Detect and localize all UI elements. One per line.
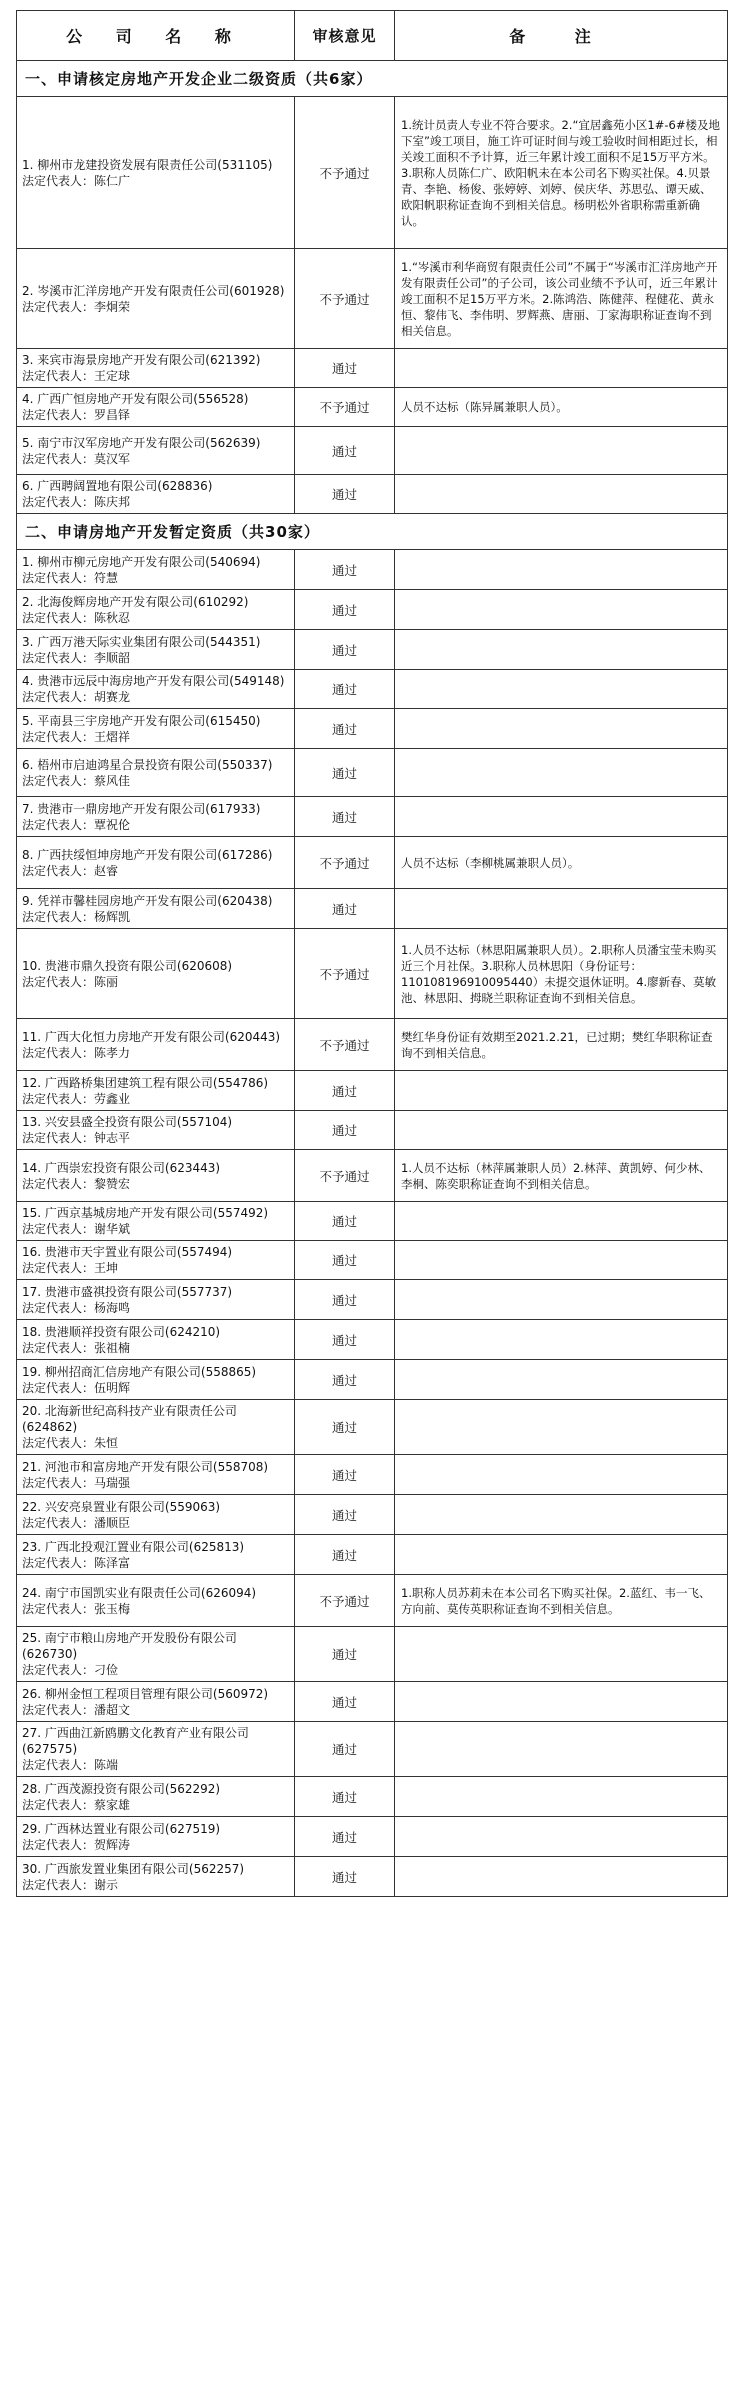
remark-cell [395, 797, 728, 837]
company-cell [17, 1777, 295, 1817]
table-row [17, 1722, 728, 1777]
legal-representative: 法定代表人：贺辉涛 [22, 1837, 131, 1852]
company-cell [17, 388, 295, 427]
company-name: 6. 广西聘阔置地有限公司(628836) [22, 479, 213, 493]
table-row [17, 1320, 728, 1360]
company-name: 9. 凭祥市馨桂园房地产开发有限公司(620438) [22, 893, 273, 908]
legal-representative: 法定代表人：张祖楠 [22, 1340, 131, 1355]
legal-representative: 法定代表人：王坤 [22, 1261, 119, 1275]
review-opinion: 通过 [295, 670, 395, 709]
company-name: 1. 柳州市龙建投资发展有限责任公司(531105) [22, 157, 273, 172]
company-cell [17, 1150, 295, 1202]
remark-cell [395, 1682, 728, 1722]
company-name: 13. 兴安县盛全投资有限公司(557104) [22, 1115, 233, 1129]
review-opinion: 通过 [295, 709, 395, 749]
remark-cell [395, 1857, 728, 1897]
approval-table-body [17, 11, 728, 1897]
legal-representative: 法定代表人：符慧 [22, 570, 119, 585]
company-name: 5. 南宁市汉军房地产开发有限公司(562639) [22, 435, 261, 450]
company-cell [17, 97, 295, 249]
table-row [17, 475, 728, 514]
remark-cell: 1.职称人员苏莉未在本公司名下购买社保。2.蓝红、韦一飞、方向前、莫传英职称证查询不到相关信息。 [395, 1575, 728, 1627]
review-opinion: 通过 [295, 1071, 395, 1111]
remark-cell [395, 630, 728, 670]
company-cell [17, 1495, 295, 1535]
review-opinion: 通过 [295, 427, 395, 475]
review-opinion: 通过 [295, 1280, 395, 1320]
table-row [17, 1150, 728, 1202]
review-opinion: 通过 [295, 1400, 395, 1455]
review-opinion: 通过 [295, 590, 395, 630]
review-opinion: 通过 [295, 1682, 395, 1722]
company-cell [17, 427, 295, 475]
company-name: 18. 贵港顺祥投资有限公司(624210) [22, 1324, 221, 1339]
review-opinion: 通过 [295, 1722, 395, 1777]
company-name: 5. 平南县三宇房地产开发有限公司(615450) [22, 713, 261, 728]
table-row [17, 1682, 728, 1722]
company-cell [17, 1455, 295, 1495]
table-row [17, 1280, 728, 1320]
company-name: 30. 广西旅发置业集团有限公司(562257) [22, 1861, 245, 1876]
company-name: 10. 贵港市鼎久投资有限公司(620608) [22, 958, 233, 973]
remark-cell: 1.统计员责人专业不符合要求。2.“宜居鑫苑小区1#-6#楼及地下室”竣工项目，施工许可证时间与竣工验收时间相距过长，相关竣工面积不予计算，近三年累计竣工面积不足15万平方米。3.职称人员陈仁广、欧阳帆未在本公司名下购买社保。4.贝景青、李艳、杨俊、张婷婷、刘婷、侯庆华、苏思弘、谭天威、欧阳帆职称证查询不到相关信息。杨明松外省职称需重新确认。 [395, 97, 728, 249]
legal-representative: 法定代表人：陈端 [22, 1758, 119, 1772]
remark-cell [395, 670, 728, 709]
company-cell [17, 1241, 295, 1280]
remark-cell [395, 1817, 728, 1857]
company-name: 28. 广西茂源投资有限公司(562292) [22, 1781, 221, 1796]
remark-cell [395, 427, 728, 475]
company-cell [17, 630, 295, 670]
remark-cell [395, 550, 728, 590]
table-row [17, 1817, 728, 1857]
company-cell [17, 590, 295, 630]
company-cell [17, 837, 295, 889]
company-cell [17, 889, 295, 929]
remark-cell [395, 1320, 728, 1360]
review-opinion: 通过 [295, 1111, 395, 1150]
legal-representative: 法定代表人：陈秋忍 [22, 610, 131, 625]
company-cell [17, 1280, 295, 1320]
legal-representative: 法定代表人：刁俭 [22, 1663, 119, 1677]
remark-cell: 1.人员不达标（林萍属兼职人员）2.林萍、黄凯婷、何少林、李桐、陈奕职称证查询不到相关信息。 [395, 1150, 728, 1202]
company-name: 20. 北海新世纪高科技产业有限责任公司(624862) [22, 1404, 237, 1434]
review-opinion: 通过 [295, 1241, 395, 1280]
table-row [17, 929, 728, 1019]
section-row [17, 61, 728, 97]
legal-representative: 法定代表人：胡赛龙 [22, 690, 131, 704]
company-name: 12. 广西路桥集团建筑工程有限公司(554786) [22, 1075, 269, 1090]
company-cell [17, 1682, 295, 1722]
company-name: 3. 广西万港天际实业集团有限公司(544351) [22, 634, 261, 649]
legal-representative: 法定代表人：陈仁广 [22, 173, 131, 188]
review-opinion: 通过 [295, 1360, 395, 1400]
section-row [17, 514, 728, 550]
company-cell [17, 1575, 295, 1627]
company-name: 6. 梧州市启迪鸿星合景投资有限公司(550337) [22, 757, 273, 772]
table-row [17, 1535, 728, 1575]
remark-cell [395, 1202, 728, 1241]
company-cell [17, 1360, 295, 1400]
header-row [17, 11, 728, 61]
table-row [17, 1071, 728, 1111]
review-opinion: 通过 [295, 349, 395, 388]
review-opinion: 不予通过 [295, 388, 395, 427]
remark-cell [395, 1627, 728, 1682]
company-name: 29. 广西林达置业有限公司(627519) [22, 1821, 221, 1836]
legal-representative: 法定代表人：王定球 [22, 369, 131, 383]
remark-cell [395, 475, 728, 514]
company-name: 3. 来宾市海景房地产开发有限公司(621392) [22, 353, 261, 367]
table-row [17, 1202, 728, 1241]
company-cell [17, 1071, 295, 1111]
review-opinion: 通过 [295, 1627, 395, 1682]
table-row [17, 1455, 728, 1495]
table-row [17, 550, 728, 590]
company-name: 23. 广西北投观江置业有限公司(625813) [22, 1539, 245, 1554]
remark-cell [395, 1722, 728, 1777]
table-row [17, 1627, 728, 1682]
header-opinion: 审核意见 [295, 11, 395, 61]
table-row [17, 1777, 728, 1817]
remark-cell [395, 1535, 728, 1575]
company-name: 8. 广西扶绥恒坤房地产开发有限公司(617286) [22, 847, 273, 862]
review-opinion: 通过 [295, 889, 395, 929]
remark-cell [395, 1400, 728, 1455]
approval-table [16, 10, 728, 1897]
company-cell [17, 1320, 295, 1360]
legal-representative: 法定代表人：马瑞强 [22, 1475, 131, 1490]
legal-representative: 法定代表人：钟志平 [22, 1131, 131, 1145]
legal-representative: 法定代表人：陈孝力 [22, 1045, 131, 1060]
company-name: 24. 南宁市国凯实业有限责任公司(626094) [22, 1585, 257, 1600]
remark-cell [395, 749, 728, 797]
legal-representative: 法定代表人：朱恒 [22, 1436, 119, 1450]
company-name: 11. 广西大化恒力房地产开发有限公司(620443) [22, 1029, 281, 1044]
section-title: 一、申请核定房地产开发企业二级资质（共6家） [17, 61, 728, 97]
legal-representative: 法定代表人：蔡家雄 [22, 1797, 131, 1812]
company-cell [17, 349, 295, 388]
company-cell [17, 1111, 295, 1150]
review-opinion: 通过 [295, 1817, 395, 1857]
review-opinion: 通过 [295, 1202, 395, 1241]
table-row [17, 427, 728, 475]
company-name: 2. 岑溪市汇洋房地产开发有限责任公司(601928) [22, 283, 285, 298]
review-opinion: 通过 [295, 630, 395, 670]
legal-representative: 法定代表人：陈丽 [22, 974, 119, 989]
company-name: 21. 河池市和富房地产开发有限公司(558708) [22, 1459, 269, 1474]
legal-representative: 法定代表人：黎赞宏 [22, 1176, 131, 1191]
table-row [17, 1575, 728, 1627]
table-row [17, 797, 728, 837]
company-name: 25. 南宁市粮山房地产开发股份有限公司(626730) [22, 1631, 237, 1661]
legal-representative: 法定代表人：杨辉凯 [22, 909, 131, 924]
table-row [17, 1111, 728, 1150]
remark-cell: 人员不达标（李柳桃属兼职人员）。 [395, 837, 728, 889]
legal-representative: 法定代表人：王熠祥 [22, 729, 131, 744]
remark-cell [395, 1495, 728, 1535]
review-opinion: 通过 [295, 550, 395, 590]
table-row [17, 1019, 728, 1071]
review-opinion: 不予通过 [295, 1150, 395, 1202]
company-cell [17, 929, 295, 1019]
company-name: 27. 广西曲江新鸥鹏文化教育产业有限公司(627575) [22, 1726, 249, 1756]
company-cell [17, 709, 295, 749]
review-opinion: 通过 [295, 1320, 395, 1360]
legal-representative: 法定代表人：陈泽富 [22, 1555, 131, 1570]
legal-representative: 法定代表人：劳鑫业 [22, 1091, 131, 1106]
legal-representative: 法定代表人：谢示 [22, 1877, 119, 1892]
table-row [17, 388, 728, 427]
company-name: 14. 广西崇宏投资有限公司(623443) [22, 1160, 221, 1175]
company-name: 26. 柳州金恒工程项目管理有限公司(560972) [22, 1686, 269, 1701]
remark-cell [395, 349, 728, 388]
review-opinion: 不予通过 [295, 97, 395, 249]
remark-cell: 人员不达标（陈异属兼职人员）。 [395, 388, 728, 427]
company-cell [17, 475, 295, 514]
legal-representative: 法定代表人：张玉梅 [22, 1601, 131, 1616]
legal-representative: 法定代表人：陈庆邦 [22, 495, 131, 509]
section-title: 二、申请房地产开发暂定资质（共30家） [17, 514, 728, 550]
company-cell [17, 1817, 295, 1857]
review-opinion: 通过 [295, 749, 395, 797]
company-name: 4. 广西广恒房地产开发有限公司(556528) [22, 392, 249, 406]
remark-cell: 1.人员不达标（林思阳属兼职人员）。2.职称人员潘宝莹未购买近三个月社保。3.职称人员林思阳（身份证号：110108196910095440）未提交退休证明。4.廖新春、莫敏池、林思阳、拇晓兰职称证查询不到相关信息。 [395, 929, 728, 1019]
company-name: 4. 贵港市远辰中海房地产开发有限公司(549148) [22, 674, 285, 688]
table-row [17, 1360, 728, 1400]
table-row [17, 1400, 728, 1455]
review-opinion: 通过 [295, 1857, 395, 1897]
company-name: 22. 兴安亮泉置业有限公司(559063) [22, 1499, 221, 1514]
legal-representative: 法定代表人：潘超文 [22, 1702, 131, 1717]
remark-cell [395, 1455, 728, 1495]
legal-representative: 法定代表人：赵睿 [22, 863, 119, 878]
table-row [17, 630, 728, 670]
table-row [17, 349, 728, 388]
review-opinion: 不予通过 [295, 1019, 395, 1071]
company-cell [17, 1019, 295, 1071]
company-name: 17. 贵港市盛祺投资有限公司(557737) [22, 1284, 233, 1299]
table-row [17, 1857, 728, 1897]
legal-representative: 法定代表人：李顺韶 [22, 650, 131, 665]
approval-document [16, 10, 727, 1897]
review-opinion: 通过 [295, 1455, 395, 1495]
review-opinion: 通过 [295, 1777, 395, 1817]
company-cell [17, 797, 295, 837]
company-cell [17, 1722, 295, 1777]
company-name: 7. 贵港市一鼎房地产开发有限公司(617933) [22, 801, 261, 816]
remark-cell: 1.“岑溪市利华商贸有限责任公司”不属于“岑溪市汇洋房地产开发有限责任公司”的子公司，该公司业绩不予认可，近三年累计竣工面积不足15万平方米。2.陈鸿浩、陈健萍、程健花、黄永恒、黎伟飞、李伟明、罗辉燕、唐丽、丁家海职称证查询不到相关信息。 [395, 249, 728, 349]
table-row [17, 889, 728, 929]
legal-representative: 法定代表人：蔡风佳 [22, 773, 131, 788]
company-name: 16. 贵港市天宇置业有限公司(557494) [22, 1245, 233, 1259]
remark-cell [395, 889, 728, 929]
remark-cell [395, 590, 728, 630]
legal-representative: 法定代表人：莫汉军 [22, 451, 131, 466]
table-row [17, 1241, 728, 1280]
table-row [17, 670, 728, 709]
company-cell [17, 1202, 295, 1241]
remark-cell [395, 1111, 728, 1150]
table-row [17, 97, 728, 249]
remark-cell [395, 1241, 728, 1280]
remark-cell [395, 1280, 728, 1320]
company-cell [17, 749, 295, 797]
remark-cell [395, 1777, 728, 1817]
company-name: 15. 广西京基城房地产开发有限公司(557492) [22, 1206, 269, 1220]
company-cell [17, 1857, 295, 1897]
legal-representative: 法定代表人：谢华斌 [22, 1222, 131, 1236]
company-cell [17, 550, 295, 590]
company-cell [17, 1400, 295, 1455]
table-row [17, 749, 728, 797]
company-name: 1. 柳州市柳元房地产开发有限公司(540694) [22, 554, 261, 569]
legal-representative: 法定代表人：罗昌铎 [22, 408, 131, 422]
table-row [17, 709, 728, 749]
legal-representative: 法定代表人：覃祝伦 [22, 817, 131, 832]
company-cell [17, 670, 295, 709]
remark-cell [395, 709, 728, 749]
review-opinion: 不予通过 [295, 1575, 395, 1627]
company-name: 19. 柳州招商汇信房地产有限公司(558865) [22, 1364, 257, 1379]
review-opinion: 通过 [295, 1535, 395, 1575]
company-cell [17, 1535, 295, 1575]
table-row [17, 590, 728, 630]
header-company: 公 司 名 称 [17, 11, 295, 61]
legal-representative: 法定代表人：李炯荣 [22, 299, 131, 314]
remark-cell [395, 1071, 728, 1111]
review-opinion: 不予通过 [295, 929, 395, 1019]
review-opinion: 通过 [295, 797, 395, 837]
table-row [17, 249, 728, 349]
review-opinion: 通过 [295, 475, 395, 514]
legal-representative: 法定代表人：杨海鸣 [22, 1300, 131, 1315]
header-remark: 备 注 [395, 11, 728, 61]
remark-cell [395, 1360, 728, 1400]
table-row [17, 837, 728, 889]
remark-cell: 樊红华身份证有效期至2021.2.21，已过期；樊红华职称证查询不到相关信息。 [395, 1019, 728, 1071]
review-opinion: 不予通过 [295, 837, 395, 889]
review-opinion: 通过 [295, 1495, 395, 1535]
legal-representative: 法定代表人：潘顺臣 [22, 1515, 131, 1530]
company-cell [17, 249, 295, 349]
review-opinion: 不予通过 [295, 249, 395, 349]
company-name: 2. 北海俊辉房地产开发有限公司(610292) [22, 594, 249, 609]
legal-representative: 法定代表人：伍明辉 [22, 1380, 131, 1395]
table-row [17, 1495, 728, 1535]
company-cell [17, 1627, 295, 1682]
